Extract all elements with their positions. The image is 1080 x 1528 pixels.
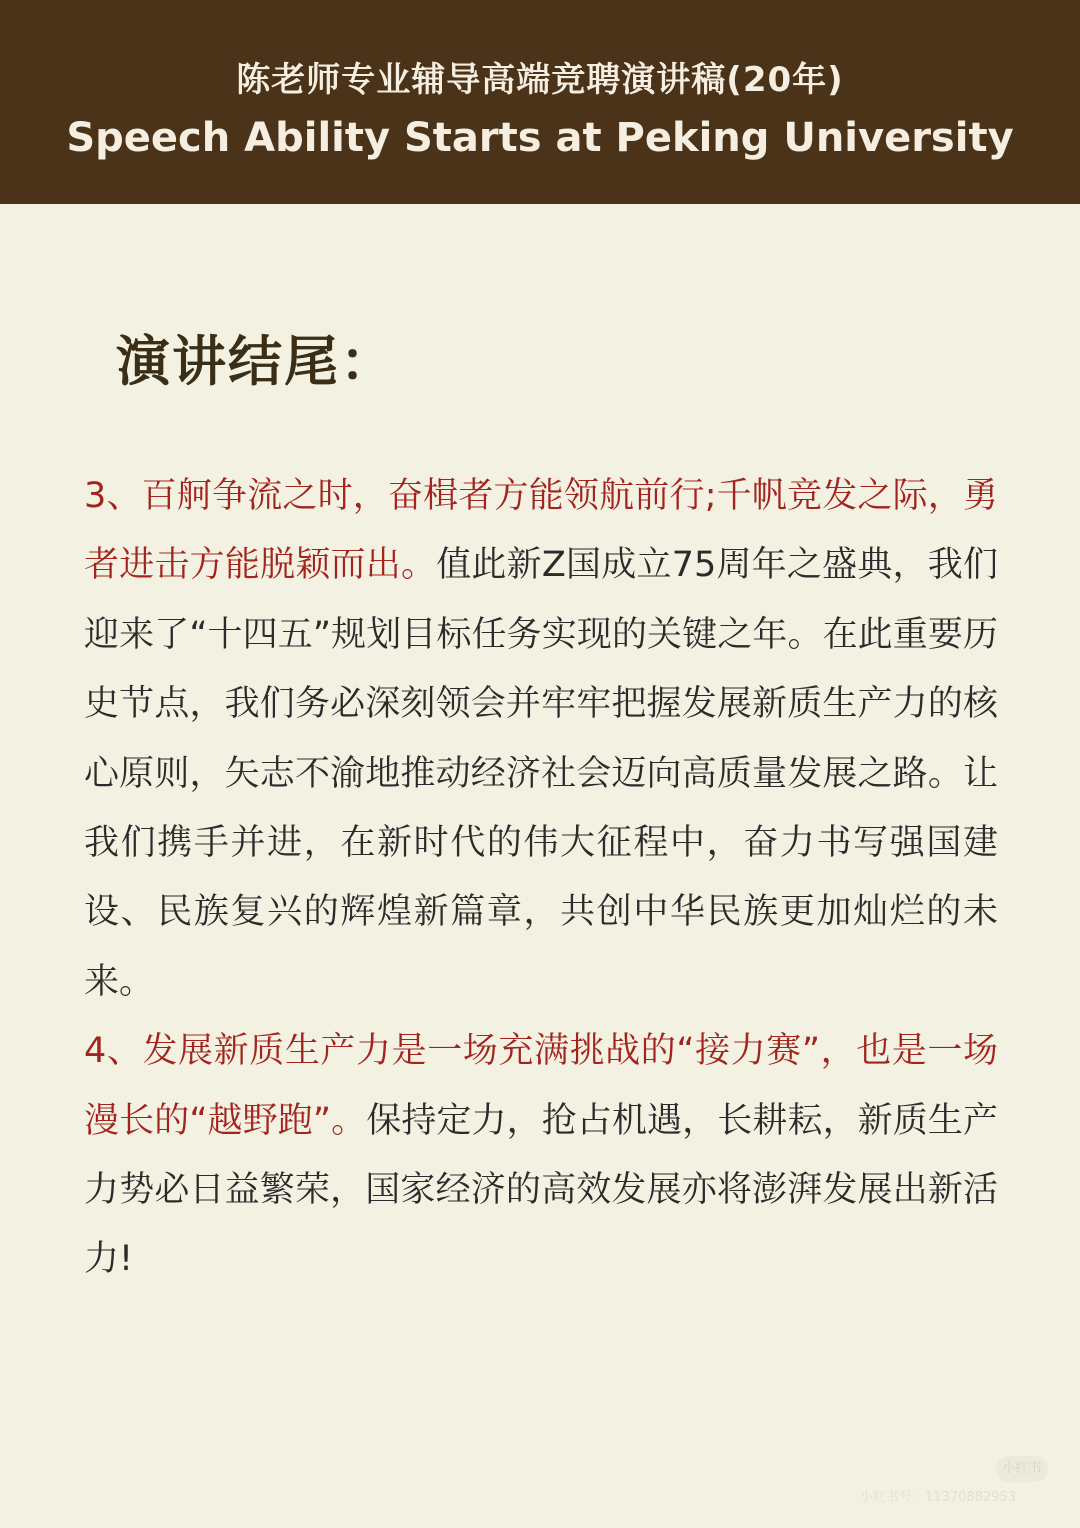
watermark-logo: 小红书 (996, 1456, 1048, 1482)
paragraph-3 (84, 462, 998, 1017)
header-banner (0, 0, 1080, 204)
paragraph-3-text: 值此新Z国成立75周年之盛典，我们迎来了“十四五”规划目标任务实现的关键之年。在此重要历史节点，我们务必深刻领会并牢牢把握发展新质生产力的核心原则，矢志不渝地推动经济社会迈向高质量发展之路。让我们携手并进，在新时代的伟大征程中，奋力书写强国建设、民族复兴的辉煌新篇章，共创中华民族更加灿烂的未来。 (84, 545, 998, 1002)
watermark-text: 小红书号：11370882953 (860, 1490, 1016, 1505)
paragraph-4 (84, 1017, 998, 1295)
speech-body (84, 462, 998, 1295)
paragraph-3-highlight: 3、百舸争流之时，奋楫者方能领航前行;千帆竞发之际，勇者进击方能脱颖而出。 (84, 476, 998, 586)
section-title: 演讲结尾： (116, 330, 396, 393)
paragraph-4-highlight: 4、发展新质生产力是一场充满挑战的“接力赛”，也是一场漫长的“越野跑”。 (84, 1031, 998, 1141)
header-title-en: Speech Ability Starts at Peking University (66, 115, 1014, 161)
paragraph-4-text: 保持定力，抢占机遇，长耕耘，新质生产力势必日益繁荣，国家经济的高效发展亦将澎湃发展出新活力! (84, 1100, 998, 1280)
header-title-cn: 陈老师专业辅导高端竞聘演讲稿(20年) (236, 60, 844, 100)
